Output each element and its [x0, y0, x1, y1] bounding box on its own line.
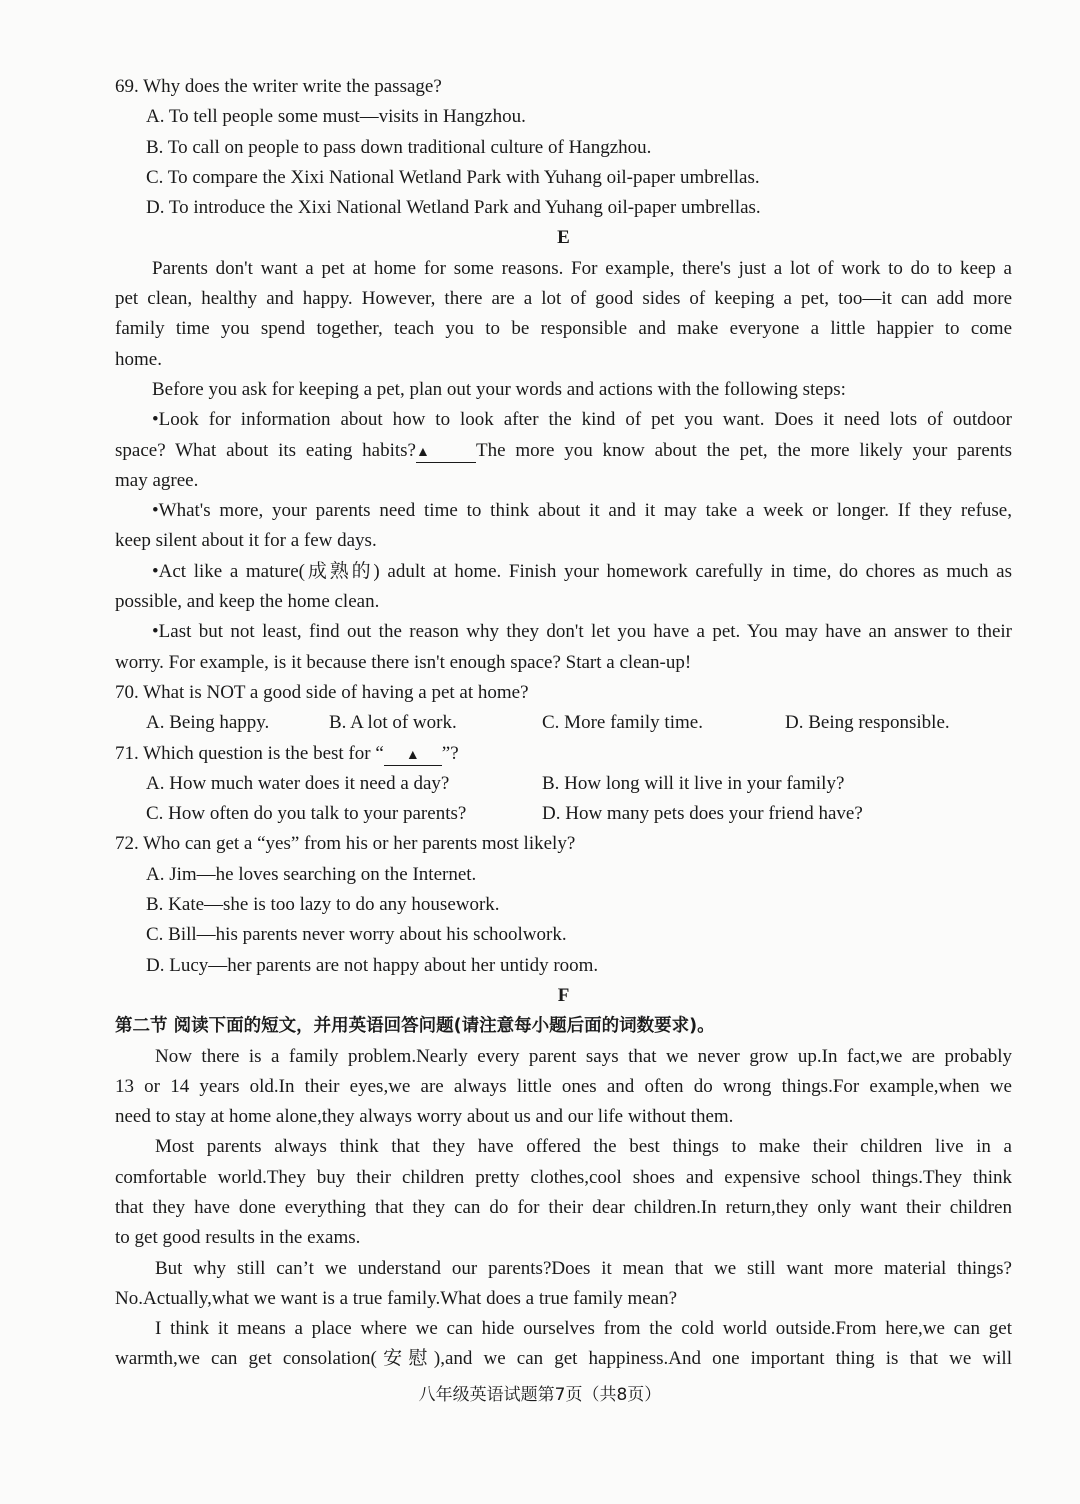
- passage-e-text: home.: [115, 348, 162, 370]
- passage-f-text: to get good results in the exams.: [115, 1227, 361, 1249]
- passage-e-text: may agree.: [115, 469, 199, 491]
- question-71-options: [115, 769, 1012, 799]
- passage-f-text: Most parents always think that they have offered the best things to make their children live in a: [155, 1136, 1012, 1158]
- passage-e-letter: E: [557, 227, 570, 249]
- question-71-stem-text: ”?: [441, 742, 459, 764]
- question-71-option-d: D. How many pets does your friend have?: [542, 803, 863, 825]
- question-72-option-b: B. Kate—she is too lazy to do any housework.: [146, 894, 500, 916]
- answer-blank: ▲: [416, 444, 476, 463]
- passage-f-text: need to stay at home alone,they always worry about us and our life without them.: [115, 1106, 734, 1128]
- question-70-options: [115, 708, 1012, 738]
- passage-f-text: warmth,we can get consolation(安慰),and we can get happiness.And one important thing is that we will: [115, 1348, 1012, 1370]
- passage-e-bullet: [115, 436, 1012, 466]
- question-71-options: [115, 799, 1012, 829]
- passage-e-bullet: •Look for information about how to look after the kind of pet you want. Does it need lots of outdoor: [152, 409, 1012, 431]
- question-72-stem: 72. Who can get a “yes” from his or her parents most likely?: [115, 833, 576, 855]
- question-71-option-c: C. How often do you talk to your parents?: [146, 803, 467, 825]
- question-70-option-b: B. A lot of work.: [329, 712, 457, 734]
- passage-f-text: that they have done everything that they can do for their dear children.In return,they only want their children: [115, 1196, 1012, 1218]
- question-72-option-c: C. Bill—his parents never worry about his schoolwork.: [146, 924, 567, 946]
- question-71-option-a: A. How much water does it need a day?: [146, 772, 450, 794]
- question-70-option-d: D. Being responsible.: [785, 712, 950, 734]
- passage-e-bullet: •Act like a mature(成熟的) adult at home. Finish your homework carefully in time, do chores as much as: [152, 560, 1012, 582]
- passage-e-bullet: •Last but not least, find out the reason why they don't let you have a pet. You may have an answer to their: [152, 621, 1012, 643]
- question-71-stem-text: 71. Which question is the best for “: [115, 742, 384, 764]
- passage-f-text: comfortable world.They buy their children pretty clothes,cool shoes and expensive school things.They think: [115, 1166, 1012, 1188]
- passage-e-text: possible, and keep the home clean.: [115, 591, 380, 613]
- answer-blank: ▲: [384, 747, 442, 766]
- passage-e-text: pet clean, healthy and happy. However, there are a lot of good sides of keeping a pet, too—it can add more: [115, 288, 1012, 310]
- passage-f-text: But why still can’t we understand our parents?Does it mean that we still want more material things?: [155, 1257, 1012, 1279]
- passage-e-text: keep silent about it for a few days.: [115, 530, 377, 552]
- passage-f-letter: F: [557, 984, 570, 1006]
- question-70-option-c: C. More family time.: [542, 712, 703, 734]
- question-71-stem: [115, 739, 1012, 769]
- question-72-option-a: A. Jim—he loves searching on the Internet.: [146, 863, 477, 885]
- page-content: [115, 72, 1012, 1375]
- passage-e-text: worry. For example, is it because there isn't enough space? Start a clean-up!: [115, 651, 692, 673]
- question-70-option-a: A. Being happy.: [146, 712, 270, 734]
- passage-e-bullet: •What's more, your parents need time to think about it and it may take a week or longer. If they refuse,: [152, 500, 1012, 522]
- passage-e-text: Parents don't want a pet at home for some reasons. For example, there's just a lot of work to do to keep a: [152, 257, 1012, 279]
- passage-f-text: I think it means a place where we can hide ourselves from the cold world outside.From here,we can get: [155, 1318, 1012, 1340]
- question-71-option-b: B. How long will it live in your family?: [542, 772, 845, 794]
- passage-f-text: No.Actually,what we want is a true family.What does a true family mean?: [115, 1287, 678, 1309]
- passage-f-text: Now there is a family problem.Nearly every parent says that we never grow up.In fact,we are probably: [155, 1045, 1012, 1067]
- passage-e-text: The more you know about the pet, the more likely your parents: [475, 439, 1012, 461]
- question-69-stem: 69. Why does the writer write the passage?: [115, 76, 442, 97]
- passage-e-text: space? What about its eating habits?: [115, 439, 416, 461]
- question-70-stem: 70. What is NOT a good side of having a pet at home?: [115, 681, 529, 703]
- question-69-option-c: C. To compare the Xixi National Wetland Park with Yuhang oil-paper umbrellas.: [146, 166, 760, 188]
- section-heading: 第二节 阅读下面的短文，并用英语回答问题(请注意每小题后面的词数要求)。: [115, 1016, 715, 1037]
- passage-f-text: 13 or 14 years old.In their eyes,we are always little ones and often do wrong things.For example,when we: [115, 1075, 1012, 1097]
- question-69-option-d: D. To introduce the Xixi National Wetland Park and Yuhang oil-paper umbrellas.: [146, 197, 761, 219]
- question-69-option-b: B. To call on people to pass down traditional culture of Hangzhou.: [146, 136, 652, 158]
- passage-e-text: Before you ask for keeping a pet, plan out your words and actions with the following steps:: [152, 378, 846, 400]
- page-footer: 八年级英语试题第7页（共8页）: [418, 1385, 662, 1405]
- question-72-option-d: D. Lucy—her parents are not happy about her untidy room.: [146, 954, 599, 976]
- passage-e-text: family time you spend together, teach you to be responsible and make everyone a little happier to come: [115, 318, 1012, 340]
- question-69-option-a: A. To tell people some must—visits in Hangzhou.: [146, 106, 526, 128]
